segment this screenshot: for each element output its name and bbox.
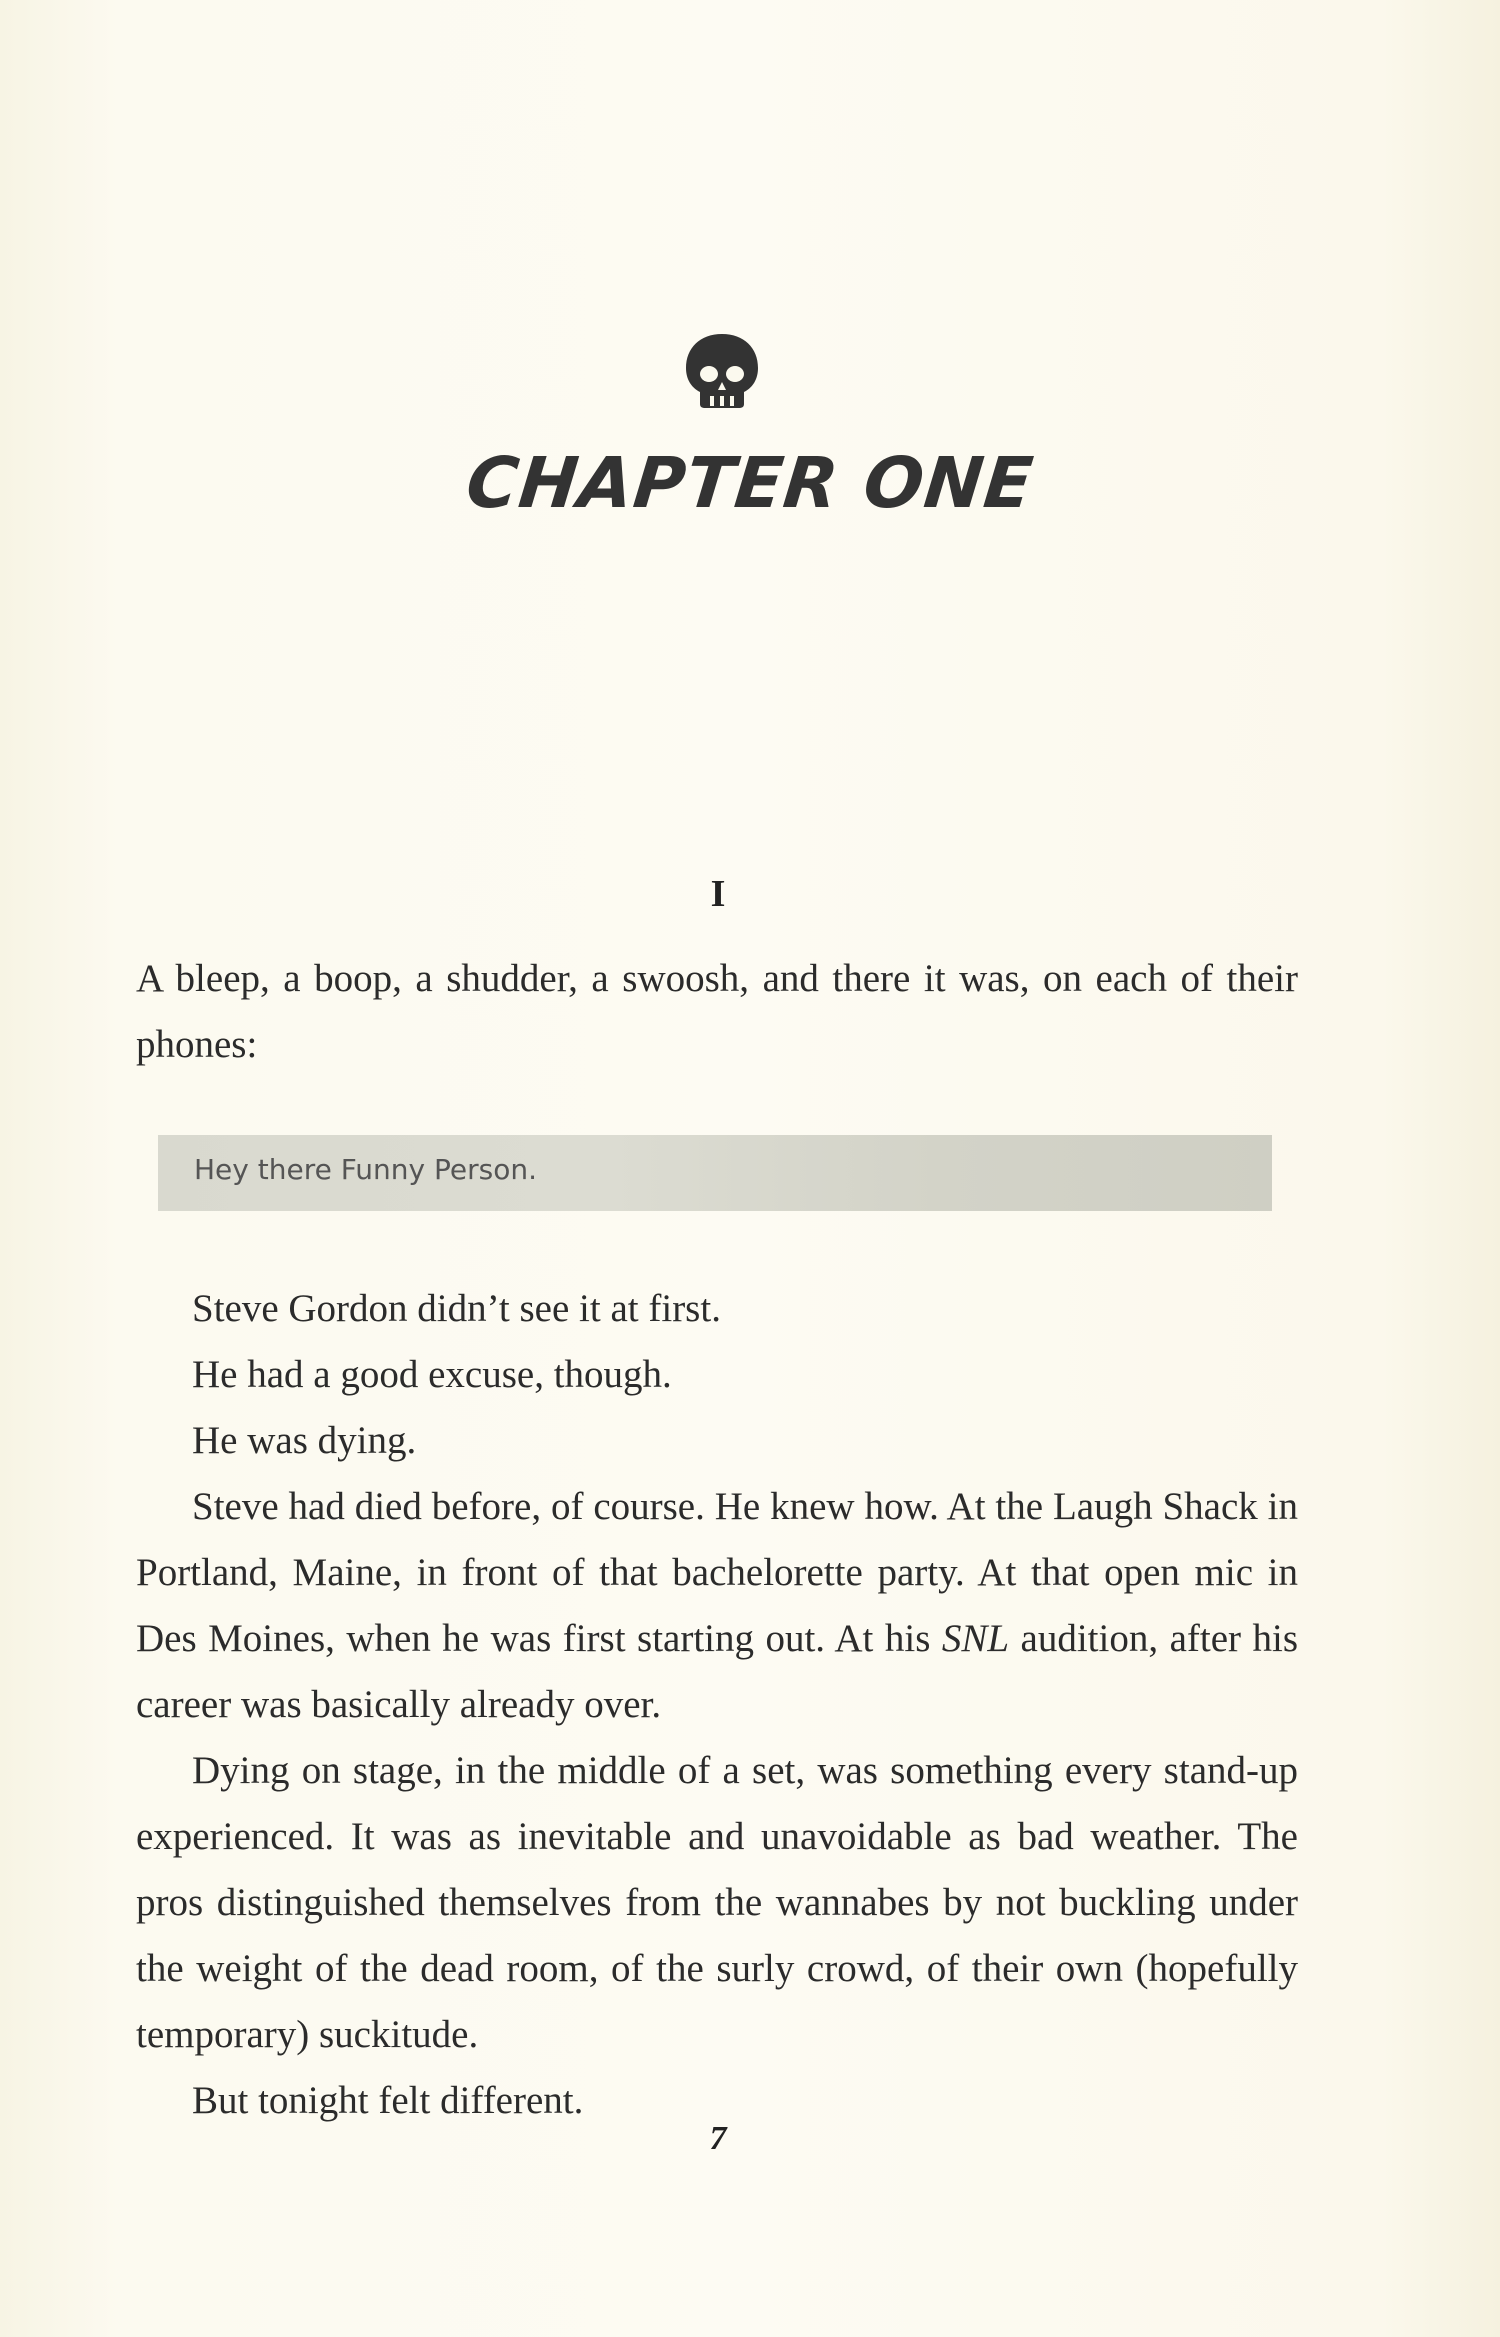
paragraph-text: Steve had died before, of course. He knew how. At the Laugh Shack in Portland, Maine, in front of that bachelorette party. At that open mic in Des Moines, when he was first starting out. At his [136, 1485, 1298, 1660]
chapter-title: CHAPTER ONE [462, 442, 1038, 524]
body-text [136, 1276, 1298, 2134]
paragraph [136, 1474, 1298, 1738]
page-number: 7 [709, 2120, 727, 2157]
paragraph: He was dying. [192, 1419, 417, 1462]
paragraph: He had a good excuse, though. [192, 1353, 672, 1396]
skull-icon [680, 330, 764, 410]
phone-message-box [158, 1135, 1272, 1211]
paragraph: But tonight felt different. [192, 2079, 584, 2122]
paragraph: Dying on stage, in the middle of a set, was something every stand-up experienced. It was as inevitable and unavoidable as bad weather. The pros distinguished themselves from the wannabes by not buckling under the weight of the dead room, of the surly crowd, of their own (hopefully temporary) suckitude. [136, 1749, 1298, 2056]
phone-message-text: Hey there Funny Person. [194, 1153, 537, 1186]
opening-paragraph: A bleep, a boop, a shudder, a swoosh, and there it was, on each of their phones: [136, 957, 1298, 1066]
paragraph: Steve Gordon didn’t see it at first. [192, 1287, 721, 1330]
italic-title: SNL [941, 1617, 1010, 1660]
section-number: I [710, 873, 726, 915]
paragraph-text-tail: audition, after his career was basically already over. [136, 1617, 1298, 1726]
